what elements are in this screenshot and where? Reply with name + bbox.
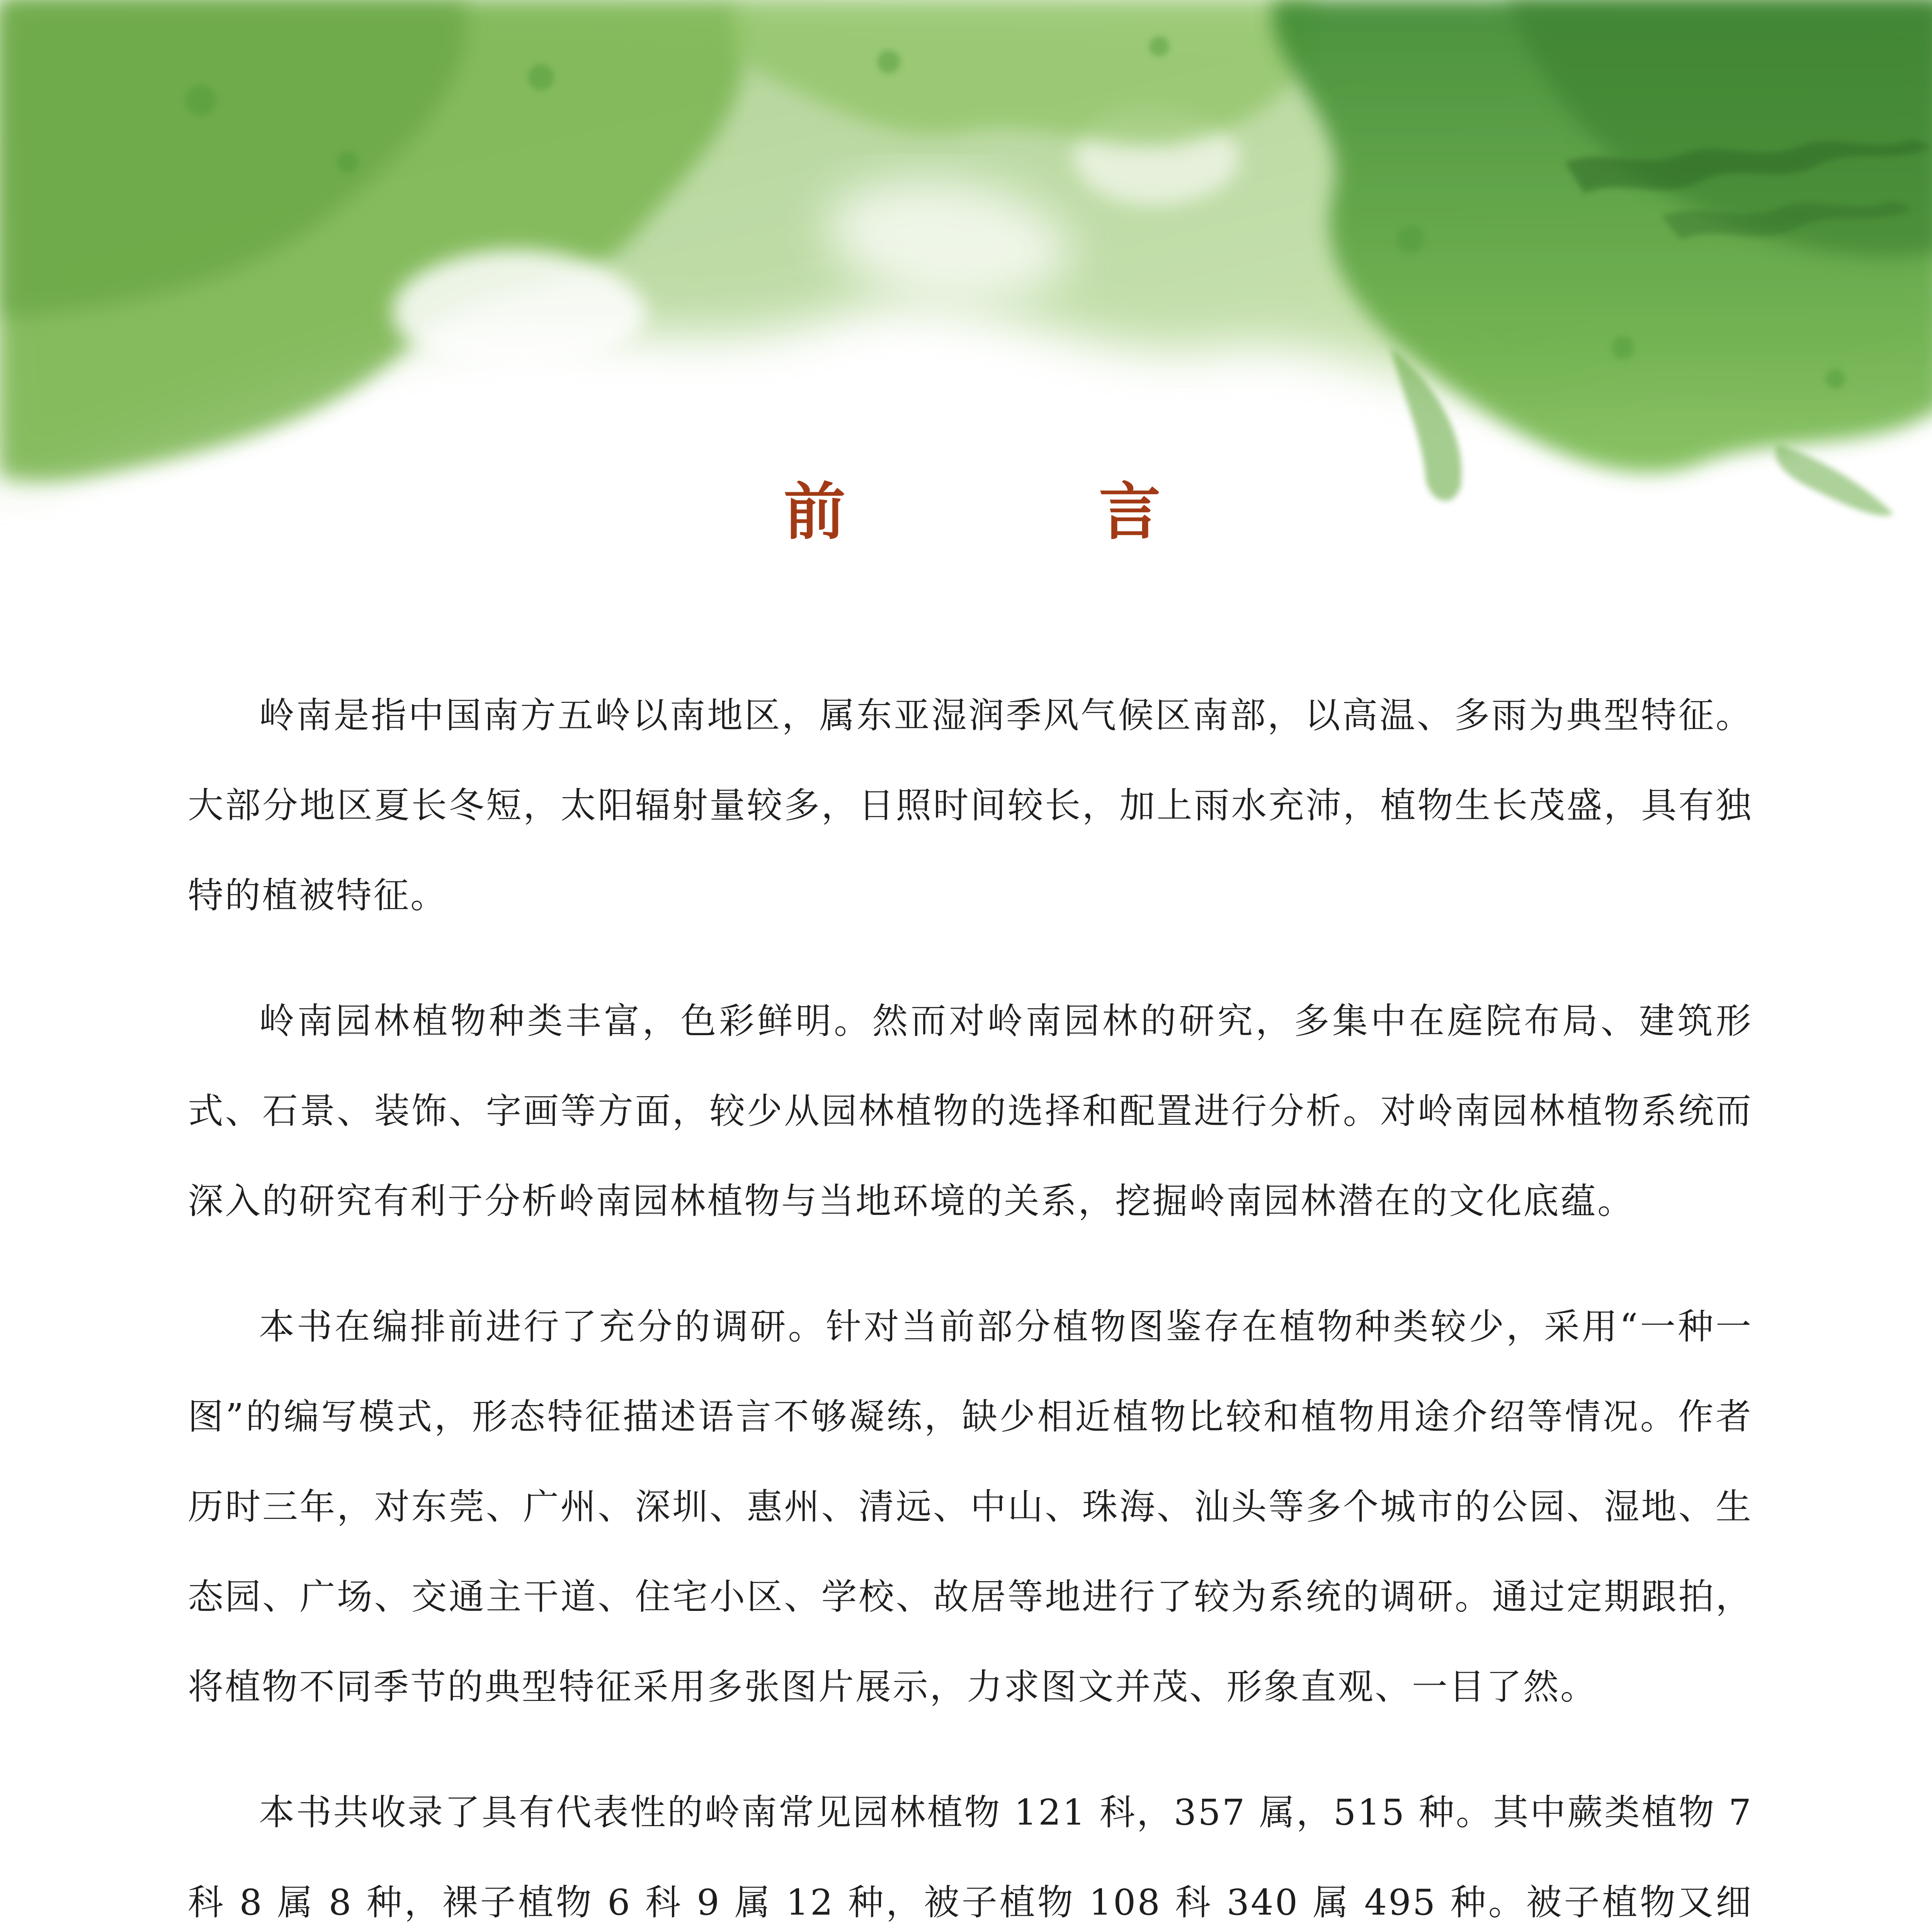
preface-body xyxy=(188,670,1753,1932)
paragraph-1: 岭南是指中国南方五岭以南地区，属东亚湿润季风气候区南部，以高温、多雨为典型特征。大部分地区夏长冬短，太阳辐射量较多，日照时间较长，加上雨水充沛，植物生长茂盛，具有独特的植被特征。 xyxy=(188,695,1753,916)
page-title: 前 言 xyxy=(784,476,1277,548)
paragraph-2: 岭南园林植物种类丰富，色彩鲜明。然而对岭南园林的研究，多集中在庭院布局、建筑形式、石景、装饰、字画等方面，较少从园林植物的选择和配置进行分析。对岭南园林植物系统而深入的研究有利于分析岭南园林植物与当地环境的关系，挖掘岭南园林潜在的文化底蕴。 xyxy=(188,1000,1753,1222)
paragraph-3: 本书在编排前进行了充分的调研。针对当前部分植物图鉴存在植物种类较少，采用“一种一图”的编写模式，形态特征描述语言不够凝练，缺少相近植物比较和植物用途介绍等情况。作者历时三年，对东莞、广州、深圳、惠州、清远、中山、珠海、汕头等多个城市的公园、湿地、生态园、广场、交通主干道、住宅小区、学校、故居等地进行了较为系统的调研。通过定期跟拍，将植物不同季节的典型特征采用多张图片展示，力求图文并茂、形象直观、一目了然。 xyxy=(188,1306,1753,1708)
paragraph-4: 本书共收录了具有代表性的岭南常见园林植物 121 科，357 属，515 种。其中蕨类植物 7 科 8 属 8 种，裸子植物 6 科 9 属 12 种，被子植物 108 科 340 属 495 种。被子植物又细 xyxy=(188,1792,1753,1923)
